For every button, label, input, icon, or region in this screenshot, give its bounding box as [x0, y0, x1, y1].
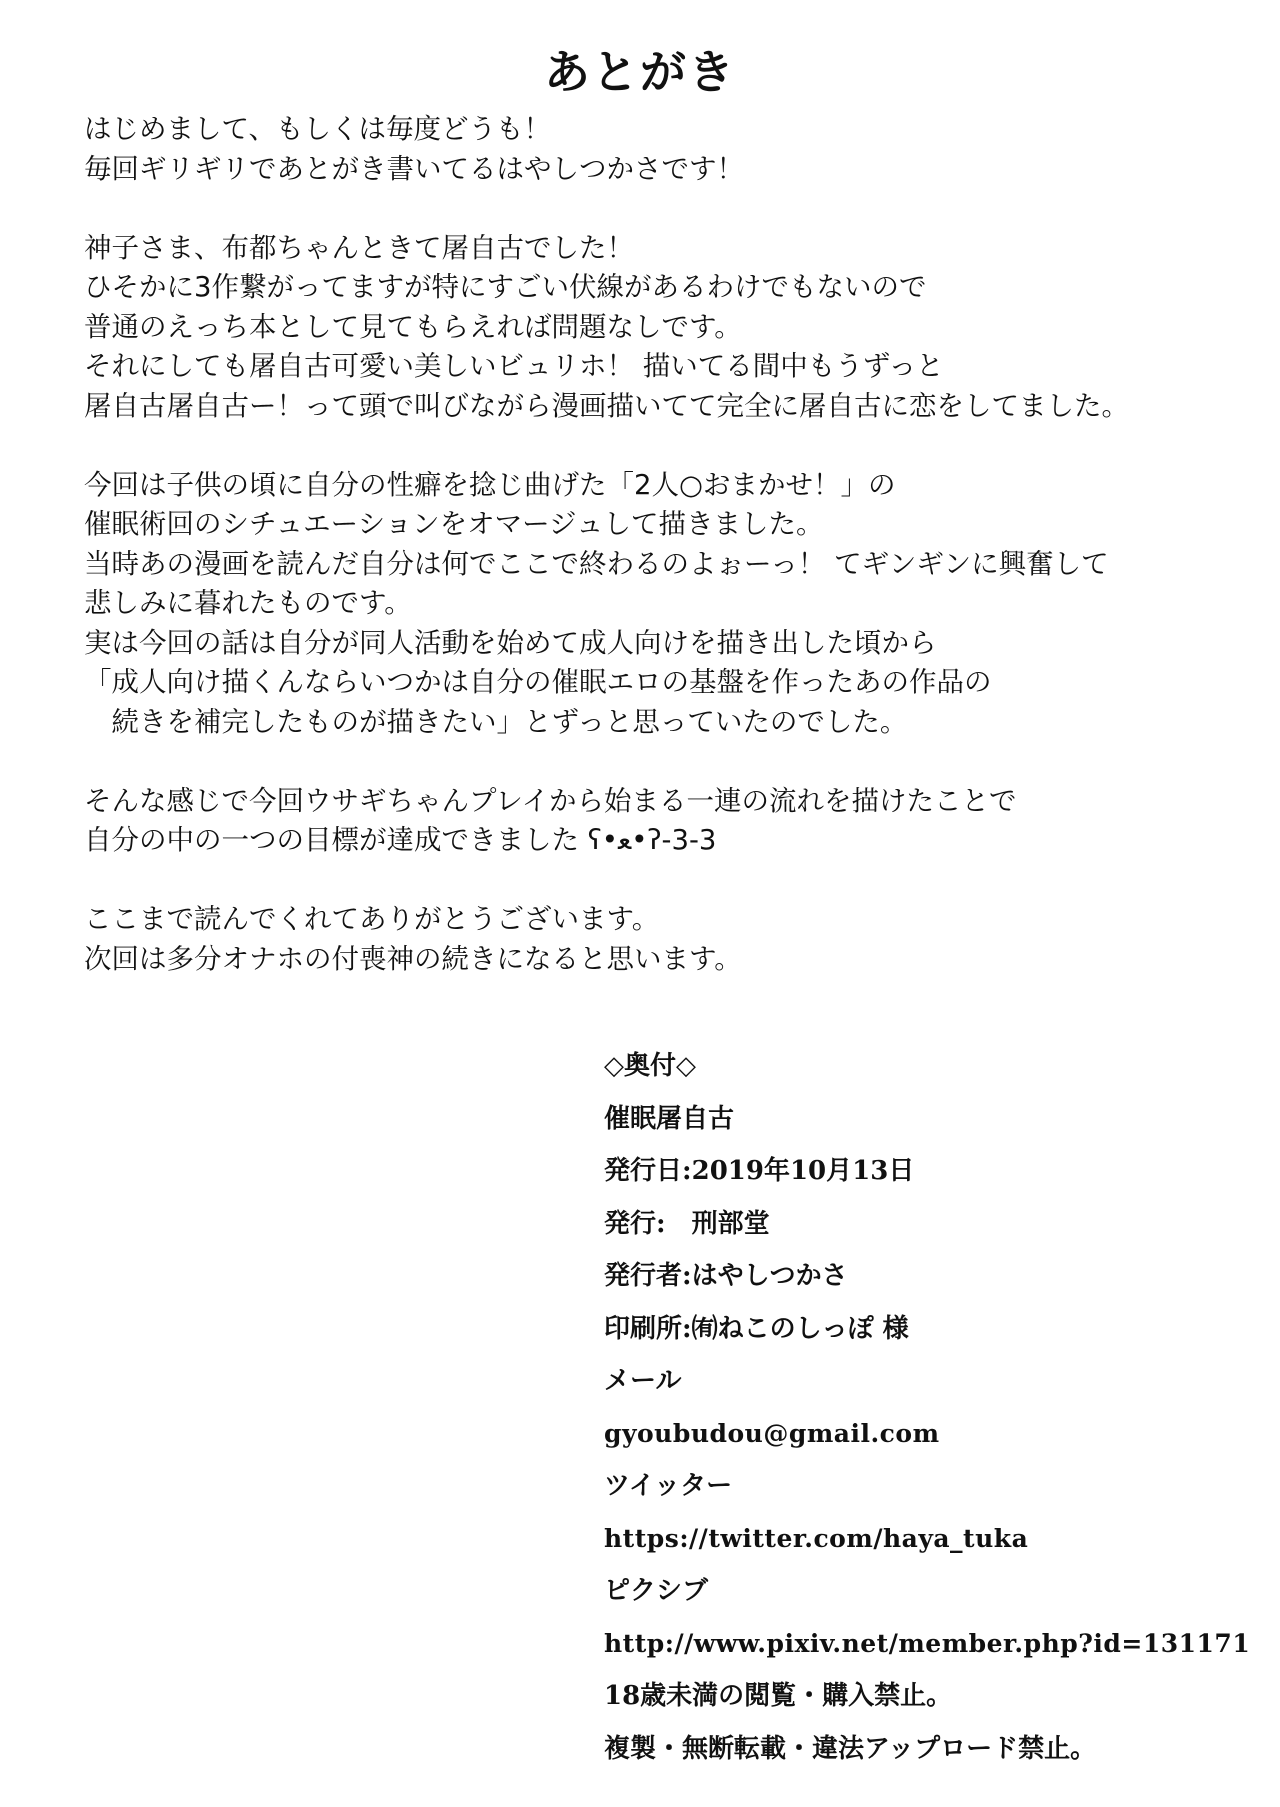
text-line: 「成人向け描くんならいつかは自分の催眠エロの基盤を作ったあの作品の [84, 666, 992, 698]
text-line: 神子さま、布都ちゃんときて屠自古でした！ [84, 231, 634, 264]
text-line: 続きを補完したものが描きたい」とずっと思っていたのでした。 [84, 705, 908, 738]
text-line: 今回は子供の頃に自分の性癖を捻じ曲げた「2人○おまかせ！」の [84, 468, 896, 501]
text-line: 当時あの漫画を読んだ自分は何でここで終わるのよぉーっ！ てギンギンに興奮して [84, 547, 1109, 580]
text-line: 自分の中の一つの目標が達成できました ʕ•ﻌ•ʔ-3-3 [84, 824, 717, 856]
colophon-heading: ◇奥付◇ [604, 1051, 696, 1081]
text-line: 毎回ギリギリであとがき書いてるはやしつかさです！ [84, 152, 744, 185]
text-line: 悲しみに暮れたものです。 [84, 587, 412, 619]
publish-date: 発行日:2019年10月13日 [604, 1156, 915, 1186]
twitter-url: https://twitter.com/haya_tuka [604, 1523, 1029, 1553]
text-line: 屠自古屠自古ー！って頭で叫びながら漫画描いてて完全に屠自古に恋をしてました。 [84, 389, 1129, 422]
pixiv-url: http://www.pixiv.net/member.php?id=131171 [604, 1628, 1251, 1658]
publisher: 発行: 刑部堂 [604, 1208, 770, 1239]
paragraph-4 [84, 782, 1214, 861]
text-line: 次回は多分オナホの付喪神の続きになると思います。 [84, 942, 742, 975]
book-title: 催眠屠自古 [604, 1103, 735, 1134]
text-line: それにしても屠自古可愛い美しいビュリホ！ 描いてる間中もうずっと [84, 350, 944, 382]
text-line: ひそかに3作繋がってますが特にすごい伏線があるわけでもないので [84, 271, 927, 303]
paragraph-3 [84, 466, 1214, 743]
mail-label: メール [604, 1366, 682, 1396]
page-title: あとがき [544, 45, 736, 99]
author: 発行者:はやしつかさ [604, 1261, 848, 1291]
text-line: はじめまして、もしくは毎度どうも！ [84, 113, 551, 145]
paragraph-1 [84, 110, 1214, 189]
paragraph-2 [84, 229, 1214, 427]
pixiv-label: ピクシブ [604, 1576, 709, 1606]
colophon [604, 1040, 1264, 1775]
text-line: 普通のえっち本として見てもらえれば問題なしです。 [84, 310, 742, 343]
age-notice: 18歳未満の閲覧・購入禁止。 [604, 1681, 953, 1711]
copy-notice: 複製・無断転載・違法アップロード禁止。 [604, 1733, 1097, 1764]
afterword-body [84, 110, 1214, 1019]
twitter-label: ツイッター [604, 1471, 733, 1501]
text-line: 催眠術回のシチュエーションをオマージュして描きました。 [84, 508, 824, 540]
text-line: ここまで読んでくれてありがとうございます。 [84, 903, 660, 935]
paragraph-5 [84, 900, 1214, 979]
text-line: 実は今回の話は自分が同人活動を始めて成人向けを描き出した頃から [84, 626, 937, 659]
printer: 印刷所:㈲ねこのしっぽ 様 [604, 1313, 909, 1344]
text-line: そんな感じで今回ウサギちゃんプレイから始まる一連の流れを描けたことで [84, 784, 1017, 817]
mail-address: gyoubudou@gmail.com [604, 1418, 940, 1448]
